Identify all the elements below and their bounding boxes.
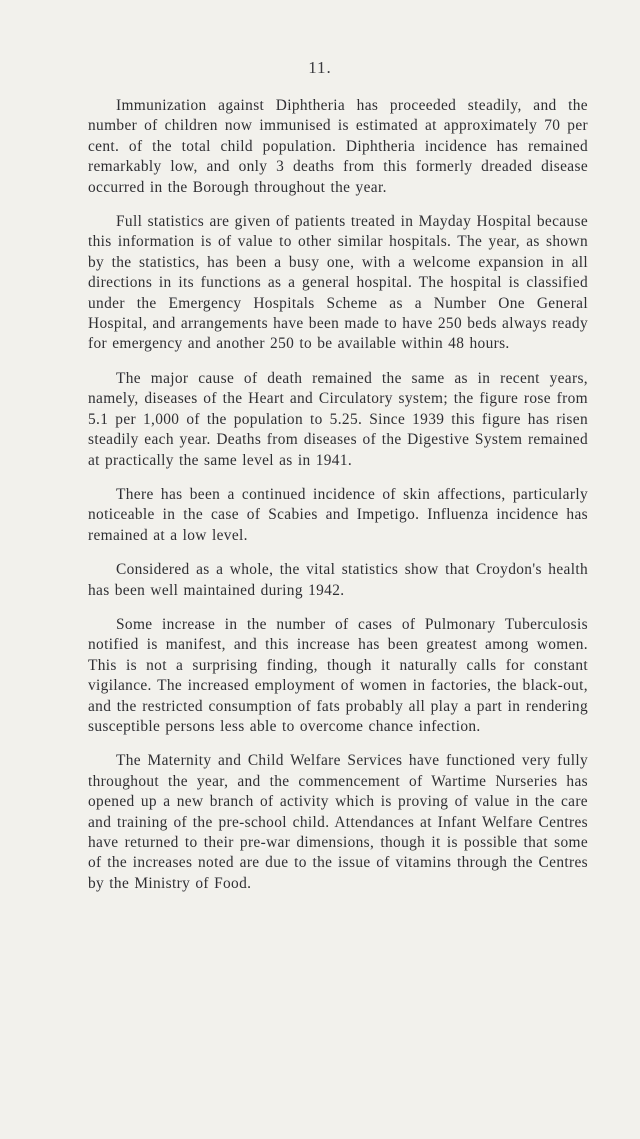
paragraph-maternity-child-welfare: The Maternity and Child Welfare Services have functioned very fully throughout the year, and the commencement of Wartime Nurseries has opened up a new branch of activity which is proving of value in the care and training of the pre-school child. Attendances at Infant Welfare Centres have returned to their pre-war dimensions, though it is possible that some of the increases noted are due to the issue of vitamins through the Centres by the Ministry of Food. [88,752,588,892]
paragraph-diphtheria-immunization: Immunization against Diphtheria has proceeded steadily, and the number of children now immunised is estimated at approximately 70 per cent. of the total child population. Diphtheria incidence has remained remarkably low, and only 3 deaths from this formerly dreaded disease occurred in the Borough throughout the year. [88,97,588,196]
paragraph-vital-statistics: Considered as a whole, the vital statistics show that Croydon's health has been well maintained during 1942. [88,561,588,599]
page-number: 11. [308,58,332,77]
paragraph-pulmonary-tuberculosis: Some increase in the number of cases of Pulmonary Tuberculosis notified is manifest, and this increase has been greatest among women. This is not a surprising finding, though it naturally calls for constant vigilance. The increased employment of women in factories, the black-out, and the restricted consumption of fats probably all play a part in rendering susceptible persons less able to overcome chance infection. [88,615,588,735]
paragraph-mayday-hospital: Full statistics are given of patients treated in Mayday Hospital because this information is of value to other similar hospitals. The year, as shown by the statistics, has been a busy one, with a welcome expansion in all directions in its functions as a general hospital. The hospital is classified under the Emergency Hospitals Scheme as a Number One General Hospital, and arrangements have been made to have 250 beds always ready for emergency and another 250 to be available within 48 hours. [88,213,588,353]
paragraph-skin-affections: There has been a continued incidence of skin affections, particularly noticeable in the case of Scabies and Impetigo. Influenza incidence has remained at a low level. [88,485,588,544]
report-body [88,96,588,908]
paragraph-causes-of-death: The major cause of death remained the same as in recent years, namely, diseases of the Heart and Circulatory system; the figure rose from 5.1 per 1,000 of the population to 5.25. Since 1939 this figure has risen steadily each year. Deaths from diseases of the Digestive System remained at practically the same level as in 1941. [88,369,588,469]
